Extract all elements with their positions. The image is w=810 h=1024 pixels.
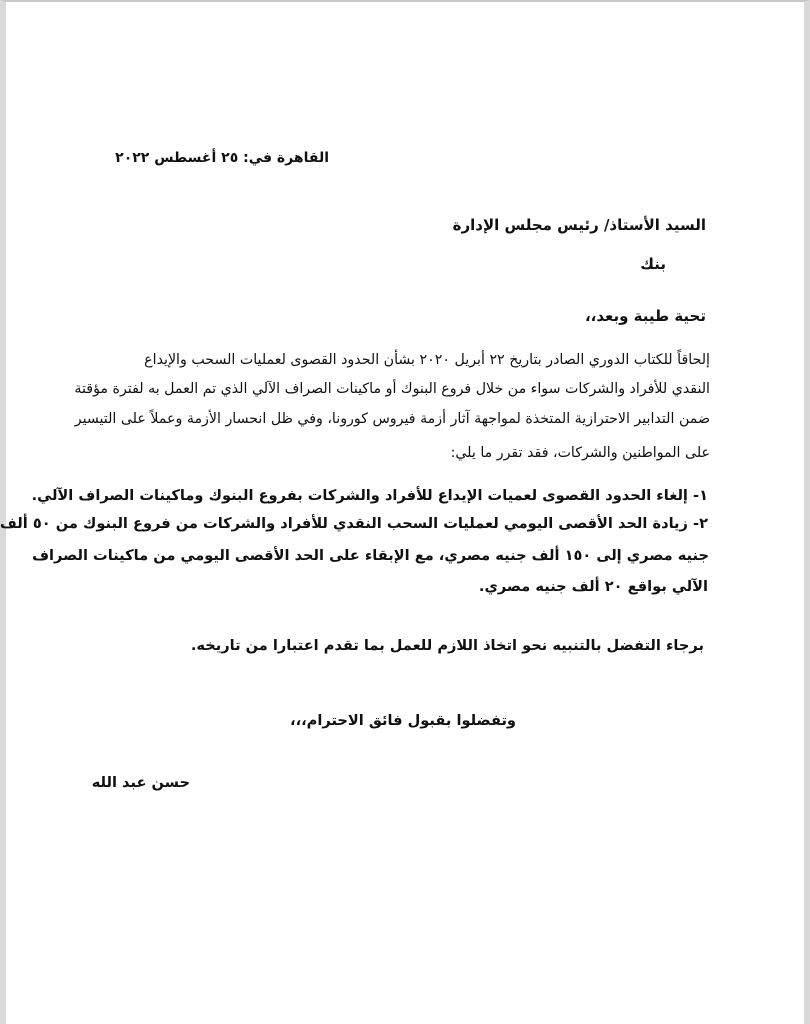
signature: حسن عبد الله xyxy=(91,774,190,791)
decision-item-1: ١- إلغاء الحدود القصوى لعميات الإيداع للأفراد والشركات بفروع البنوك وماكينات الصراف الآلي. xyxy=(31,487,708,504)
closing-request: برجاء التفضل بالتنبيه نحو اتخاذ اللازم للعمل بما تقدم اعتبارا من تاريخه. xyxy=(190,637,704,654)
closing-greeting: وتفضلوا بقبول فائق الاحترام،،، xyxy=(290,712,516,729)
date-line: القاهرة في: ٢٥ أغسطس ٢٠٢٢ xyxy=(115,150,329,166)
body-line-4: على المواطنين والشركات، فقد تقرر ما يلي: xyxy=(450,445,710,461)
body-line-3: ضمن التدابير الاحترازية المتخذة لمواجهة آثار أزمة فيروس كورونا، وفي ظل انحسار الأزمة وعملاً على التيسير xyxy=(74,411,710,427)
decision-item-2-end: الآلي بواقع ٢٠ ألف جنيه مصري. xyxy=(478,578,708,595)
salutation: تحية طيبة وبعد،، xyxy=(584,307,706,325)
recipient-bank: بنك xyxy=(640,255,666,273)
decision-item-2: ٢- زيادة الحد الأقصى اليومي لعمليات السحب النقدي للأفراد والشركات من فروع البنوك من ٥٠ ألف xyxy=(0,515,708,532)
body-line-1: إلحاقاً للكتاب الدوري الصادر بتاريخ ٢٢ أبريل ٢٠٢٠ بشأن الحدود القصوى لعمليات السحب والإيداع xyxy=(144,352,710,368)
decision-item-2-cont: جنيه مصري إلى ١٥٠ ألف جنيه مصري، مع الإبقاء على الحد الأقصى اليومي من ماكينات الصراف xyxy=(32,547,709,564)
recipient-title: السيد الأستاذ/ رئيس مجلس الإدارة xyxy=(452,216,706,234)
body-line-2: النقدي للأفراد والشركات سواء من خلال فروع البنوك أو ماكينات الصراف الآلي الذي تم العمل به لفترة مؤقتة xyxy=(74,381,710,397)
